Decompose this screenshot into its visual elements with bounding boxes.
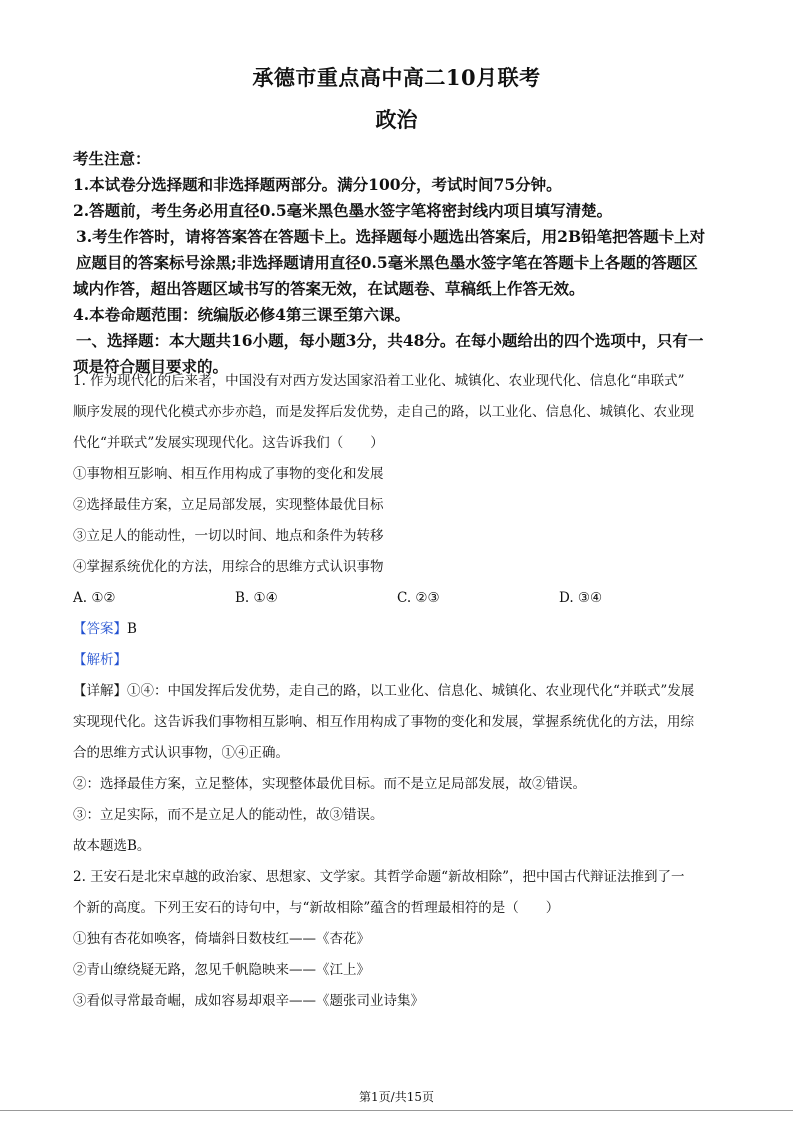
notice-item: 域内作答，超出答题区域书写的答案无效，在试题卷、草稿纸上作答无效。 (73, 279, 585, 298)
detail-text: 实现现代化。这告诉我们事物相互影响、相互作用构成了事物的变化和发展，掌握系统优化的方法，用综 (73, 714, 694, 730)
answer-options (73, 583, 733, 614)
statement: ③看似寻常最奇崛，成如容易却艰辛——《题张司业诗集》 (73, 993, 424, 1009)
footer-divider (0, 1110, 793, 1111)
detail-text: ①④：中国发挥后发优势，走自己的路，以工业化、信息化、城镇化、农业现代化“并联式”发展 (127, 683, 695, 699)
question-1 (73, 366, 733, 862)
notice-item: 应题目的答案标号涂黑;非选择题请用直径0.5毫米黑色墨水签字笔在答题卡上各题的答题区 (76, 253, 698, 272)
section-heading: 项是符合题目要求的。 (73, 357, 229, 376)
detail-text: ③：立足实际，而不是立足人的能动性，故③错误。 (73, 807, 384, 823)
statement: ①事物相互影响、相互作用构成了事物的变化和发展 (73, 466, 384, 482)
notice-item: 1.本试卷分选择题和非选择题两部分。满分100分，考试时间75分钟。 (73, 175, 562, 194)
question-stem: 个新的高度。下列王安石的诗句中，与“新故相除”蕴含的哲理最相符的是（ ） (73, 900, 560, 916)
detail-text: ②：选择最佳方案，立足整体，实现整体最优目标。而不是立足局部发展，故②错误。 (73, 776, 586, 792)
detail-line (73, 676, 733, 707)
answer-value: B (127, 621, 137, 637)
page-number: 第1页/共15页 (359, 1090, 434, 1104)
question-stem: 代化“并联式”发展实现现代化。这告诉我们（ ） (73, 435, 384, 451)
answer-tag: 【答案】 (73, 621, 127, 637)
notice-item: 4.本卷命题范围：统编版必修4第三课至第六课。 (73, 305, 410, 324)
question-2 (73, 862, 733, 1017)
statement: ②青山缭绕疑无路，忽见千帆隐映来——《江上》 (73, 962, 370, 978)
option-c: C. ②③ (397, 590, 440, 606)
section-heading: 一、选择题：本大题共16小题，每小题3分，共48分。在每小题给出的四个选项中，只有一 (76, 331, 704, 350)
statement: ①独有杏花如唤客，倚墙斜日数枝红——《杏花》 (73, 931, 370, 947)
subject-title: 政治 (375, 107, 418, 132)
detail-tag: 【详解】 (73, 683, 127, 699)
notice-item: 2.答题前，考生务必用直径0.5毫米黑色墨水签字笔将密封线内项目填写清楚。 (73, 201, 613, 220)
statement: ④掌握系统优化的方法，用综合的思维方式认识事物 (73, 559, 384, 575)
notice-heading: 考生注意： (73, 149, 151, 168)
analysis-tag: 【解析】 (73, 652, 127, 668)
page-title: 承德市重点高中高二10月联考 (252, 65, 541, 90)
notice-item: 3.考生作答时，请将答案答在答题卡上。选择题每小题选出答案后，用2B铅笔把答题卡上对 (76, 227, 706, 246)
answer-line (73, 614, 733, 645)
statement: ③立足人的能动性，一切以时间、地点和条件为转移 (73, 528, 384, 544)
exam-notice (73, 146, 733, 380)
option-b: B. ①④ (235, 590, 278, 606)
option-a: A. ①② (73, 590, 116, 606)
question-stem: 2. 王安石是北宋卓越的政治家、思想家、文学家。其哲学命题“新故相除”，把中国古代辩证法推到了一 (73, 869, 685, 885)
statement: ②选择最佳方案，立足局部发展，实现整体最优目标 (73, 497, 384, 513)
question-stem: 1. 作为现代化的后来者，中国没有对西方发达国家沿着工业化、城镇化、农业现代化、信息化“串联式” (73, 373, 685, 389)
detail-text: 故本题选B。 (73, 838, 151, 854)
question-stem: 顺序发展的现代化模式亦步亦趋，而是发挥后发优势，走自己的路，以工业化、信息化、城镇化、农业现 (73, 404, 694, 420)
detail-text: 合的思维方式认识事物，①④正确。 (73, 745, 289, 761)
option-d: D. ③④ (559, 590, 603, 606)
